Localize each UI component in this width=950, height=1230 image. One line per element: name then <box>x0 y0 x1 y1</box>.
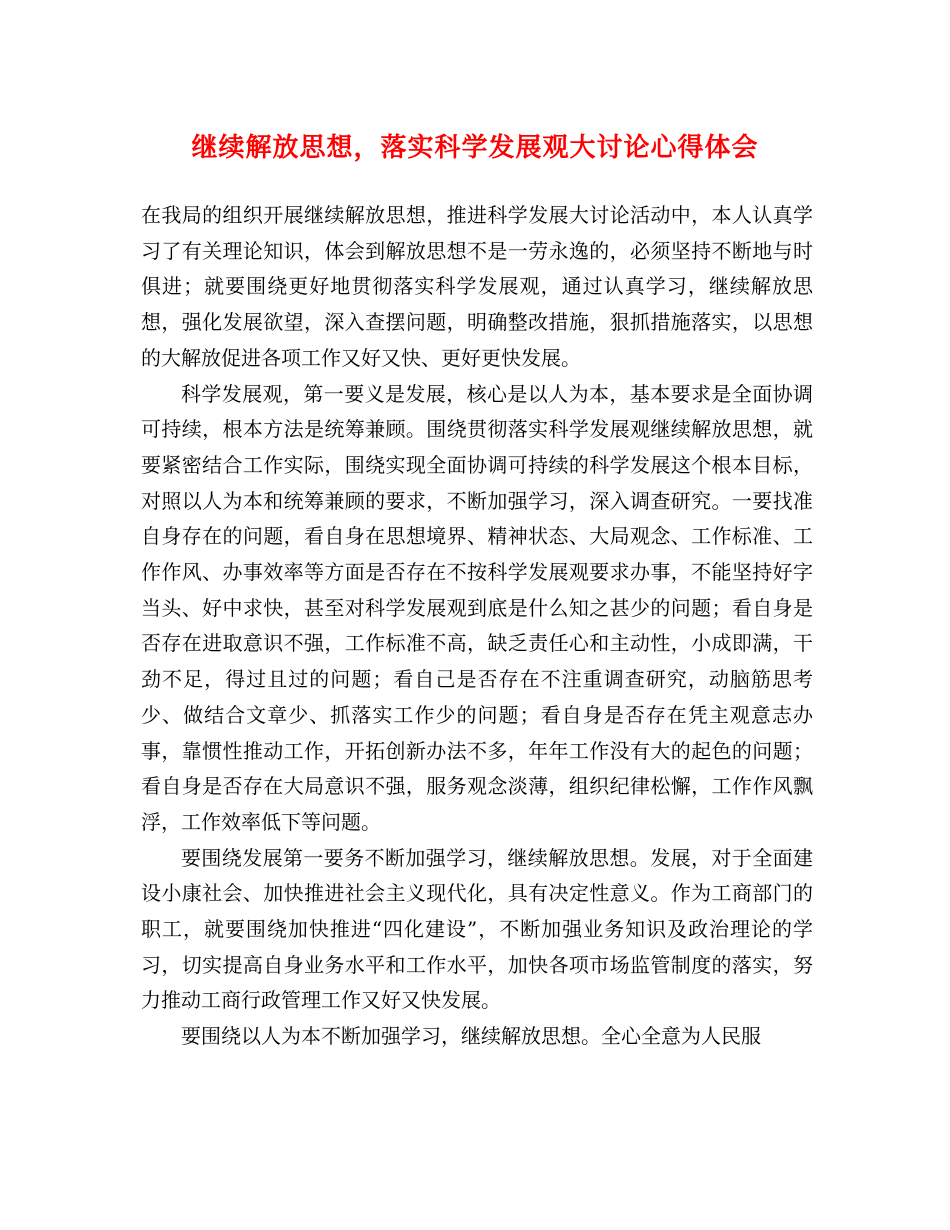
paragraph-4: 要围绕以人为本不断加强学习，继续解放思想。全心全意为人民服 <box>181 1024 761 1049</box>
paragraph-3: 要围绕发展第一要务不断加强学习，继续解放思想。发展，对于全面建设小康社会、加快推进社会主义现代化，具有决定性意义。作为工商部门的职工，就要围绕加快推进“四化建设”，不断加强业务知识及政治理论的学习，切实提高自身业务水平和工作水平，加快各项市场监管制度的落实，努力推动工商行政管理工作又好又快发展。 <box>141 845 813 1013</box>
document-title: 继续解放思想，落实科学发展观大讨论心得体会 <box>191 133 759 163</box>
paragraph-2: 科学发展观，第一要义是发展，核心是以人为本，基本要求是全面协调可持续，根本方法是统筹兼顾。围绕贯彻落实科学发展观继续解放思想，就要紧密结合工作实际，围绕实现全面协调可持续的科学发展这个根本目标，对照以人为本和统筹兼顾的要求，不断加强学习，深入调查研究。一要找准自身存在的问题，看自身在思想境界、精神状态、大局观念、工作标准、工作作风、办事效率等方面是否存在不按科学发展观要求办事，不能坚持好字当头、好中求快，甚至对科学发展观到底是什么知之甚少的问题；看自身是否存在进取意识不强，工作标准不高，缺乏责任心和主动性，小成即满，干劲不足，得过且过的问题；看自己是否存在不注重调查研究，动脑筋思考少、做结合文章少、抓落实工作少的问题；看自身是否存在凭主观意志办事，靠惯性推动工作，开拓创新办法不多，年年工作没有大的起色的问题；看自身是否存在大局意识不强，服务观念淡薄，组织纪律松懈，工作作风飘浮，工作效率低下等问题。 <box>141 381 813 834</box>
paragraph-1: 在我局的组织开展继续解放思想，推进科学发展大讨论活动中，本人认真学习了有关理论知识，体会到解放思想不是一劳永逸的，必须坚持不断地与时俱进；就要围绕更好地贯彻落实科学发展观，通过认真学习，继续解放思想，强化发展欲望，深入查摆问题，明确整改措施，狠抓措施落实，以思想的大解放促进各项工作又好又快、更好更快发展。 <box>141 203 813 370</box>
document-body <box>141 198 813 1055</box>
